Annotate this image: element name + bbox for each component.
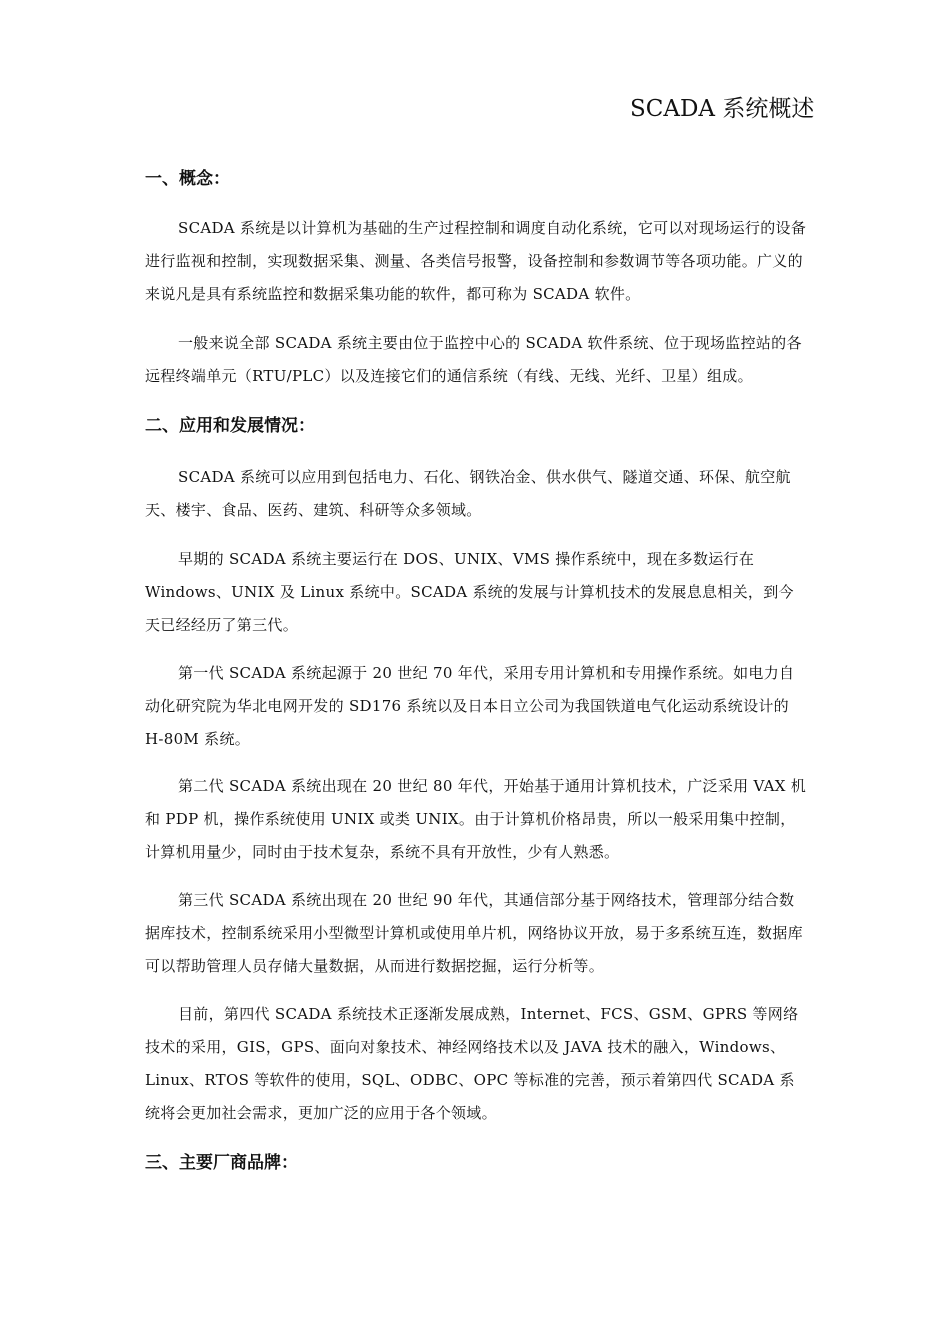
section-heading-application: 二、应用和发展情况：: [145, 416, 315, 436]
document-title: SCADA 系统概述: [630, 96, 815, 122]
paragraph: SCADA 系统可以应用到包括电力、石化、钢铁冶金、供水供气、隧道交通、环保、航空航天、楼宇、食品、医药、建筑、科研等众多领域。: [145, 468, 791, 519]
paragraph: 第二代 SCADA 系统出现在 20 世纪 80 年代，开始基于通用计算机技术，广泛采用 VAX 机和 PDP 机，操作系统使用 UNIX 或类 UNIX。由于计算机价格昂贵，所以一般采用集中控制，计算机用量少，同时由于技术复杂，系统不具有开放性，少有人熟悉。: [145, 777, 807, 861]
paragraph: 第三代 SCADA 系统出现在 20 世纪 90 年代，其通信部分基于网络技术，管理部分结合数据库技术，控制系统采用小型微型计算机或使用单片机，网络协议开放，易于多系统互连，数据库可以帮助管理人员存储大量数据，从而进行数据挖掘，运行分析等。: [145, 891, 803, 975]
paragraph: 第一代 SCADA 系统起源于 20 世纪 70 年代，采用专用计算机和专用操作系统。如电力自动化研究院为华北电网开发的 SD176 系统以及日本日立公司为我国铁道电气化运动系统设计的 H-80M 系统。: [145, 664, 795, 748]
section-heading-vendors: 三、主要厂商品牌：: [145, 1153, 298, 1173]
paragraph: 早期的 SCADA 系统主要运行在 DOS、UNIX、VMS 操作系统中，现在多数运行在 Windows、UNIX 及 Linux 系统中。SCADA 系统的发展与计算机技术的发展息息相关，到今天已经经历了第三代。: [145, 550, 794, 634]
paragraph: 一般来说全部 SCADA 系统主要由位于监控中心的 SCADA 软件系统、位于现场监控站的各远程终端单元（RTU/PLC）以及连接它们的通信系统（有线、无线、光纤、卫星）组成。: [145, 334, 802, 385]
paragraph: 目前，第四代 SCADA 系统技术正逐渐发展成熟，Internet、FCS、GSM、GPRS 等网络技术的采用，GIS，GPS、面向对象技术、神经网络技术以及 JAVA 技术的融入，Windows、Linux、RTOS 等软件的使用，SQL、ODBC、OPC 等标准的完善，预示着第四代 SCADA 系统将会更加社会需求，更加广泛的应用于各个领域。: [145, 1005, 799, 1122]
paragraph: SCADA 系统是以计算机为基础的生产过程控制和调度自动化系统，它可以对现场运行的设备进行监视和控制，实现数据采集、测量、各类信号报警，设备控制和参数调节等各项功能。广义的来说凡是具有系统监控和数据采集功能的软件，都可称为 SCADA 软件。: [145, 219, 807, 303]
section-heading-concept: 一、概念：: [145, 169, 230, 189]
